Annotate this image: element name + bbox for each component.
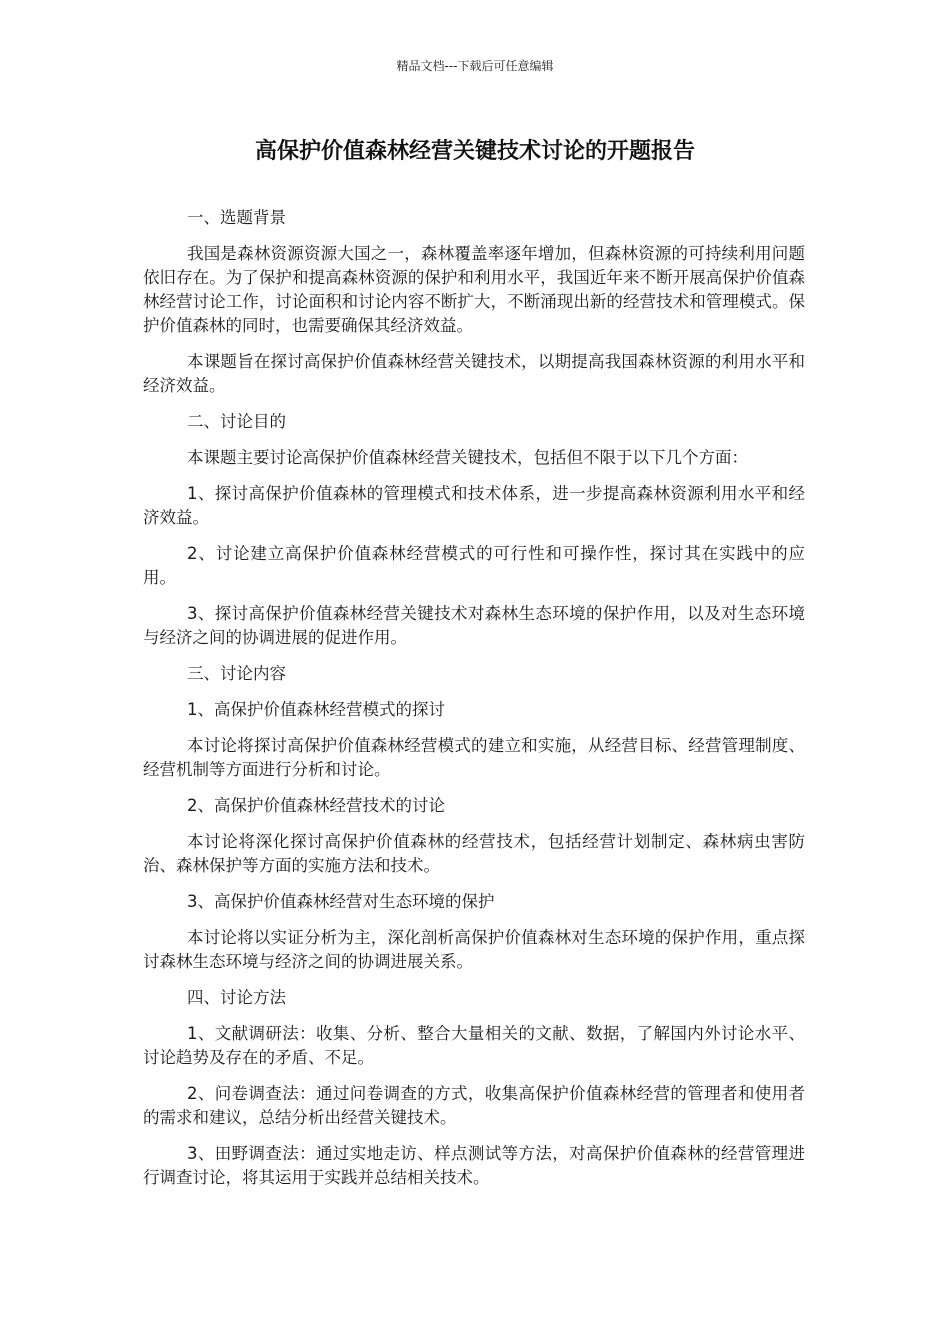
page-header: 精品文档---下载后可任意编辑 <box>396 59 554 73</box>
subheading: 2、高保护价值森林经营技术的讨论 <box>187 796 445 815</box>
list-item: 1、探讨高保护价值森林的管理模式和技术体系，进一步提高森林资源利用水平和经济效益。 <box>143 484 805 527</box>
section-heading-purpose: 二、讨论目的 <box>187 412 286 431</box>
section-heading-methods: 四、讨论方法 <box>187 988 286 1007</box>
paragraph: 本课题旨在探讨高保护价值森林经营关键技术，以期提高我国森林资源的利用水平和经济效益。 <box>143 352 805 395</box>
list-item: 3、田野调查法：通过实地走访、样点测试等方法，对高保护价值森林的经营管理进行调查讨论，将其运用于实践并总结相关技术。 <box>143 1144 805 1187</box>
paragraph: 本讨论将探讨高保护价值森林经营模式的建立和实施，从经营目标、经营管理制度、经营机制等方面进行分析和讨论。 <box>143 736 805 779</box>
document-title: 高保护价值森林经营关键技术讨论的开题报告 <box>254 139 695 164</box>
paragraph: 本讨论将以实证分析为主，深化剖析高保护价值森林对生态环境的保护作用，重点探讨森林生态环境与经济之间的协调进展关系。 <box>143 928 805 971</box>
list-item: 1、文献调研法：收集、分析、整合大量相关的文献、数据，了解国内外讨论水平、讨论趋势及存在的矛盾、不足。 <box>143 1024 805 1067</box>
subheading: 1、高保护价值森林经营模式的探讨 <box>187 700 445 719</box>
section-heading-content: 三、讨论内容 <box>187 664 286 683</box>
list-item: 3、探讨高保护价值森林经营关键技术对森林生态环境的保护作用，以及对生态环境与经济之间的协调进展的促进作用。 <box>143 604 805 647</box>
list-item: 2、问卷调查法：通过问卷调查的方式，收集高保护价值森林经营的管理者和使用者的需求和建议，总结分析出经营关键技术。 <box>143 1084 805 1127</box>
paragraph: 本课题主要讨论高保护价值森林经营关键技术，包括但不限于以下几个方面： <box>187 448 748 467</box>
list-item: 2、讨论建立高保护价值森林经营模式的可行性和可操作性，探讨其在实践中的应用。 <box>143 544 805 587</box>
section-heading-background: 一、选题背景 <box>187 208 286 227</box>
document-body <box>143 206 805 1202</box>
paragraph: 我国是森林资源资源大国之一，森林覆盖率逐年增加，但森林资源的可持续利用问题依旧存在。为了保护和提高森林资源的保护和利用水平，我国近年来不断开展高保护价值森林经营讨论工作，讨论面积和讨论内容不断扩大，不断涌现出新的经营技术和管理模式。保护价值森林的同时，也需要确保其经济效益。 <box>143 244 805 335</box>
subheading: 3、高保护价值森林经营对生态环境的保护 <box>187 892 495 911</box>
paragraph: 本讨论将深化探讨高保护价值森林的经营技术，包括经营计划制定、森林病虫害防治、森林保护等方面的实施方法和技术。 <box>143 832 805 875</box>
